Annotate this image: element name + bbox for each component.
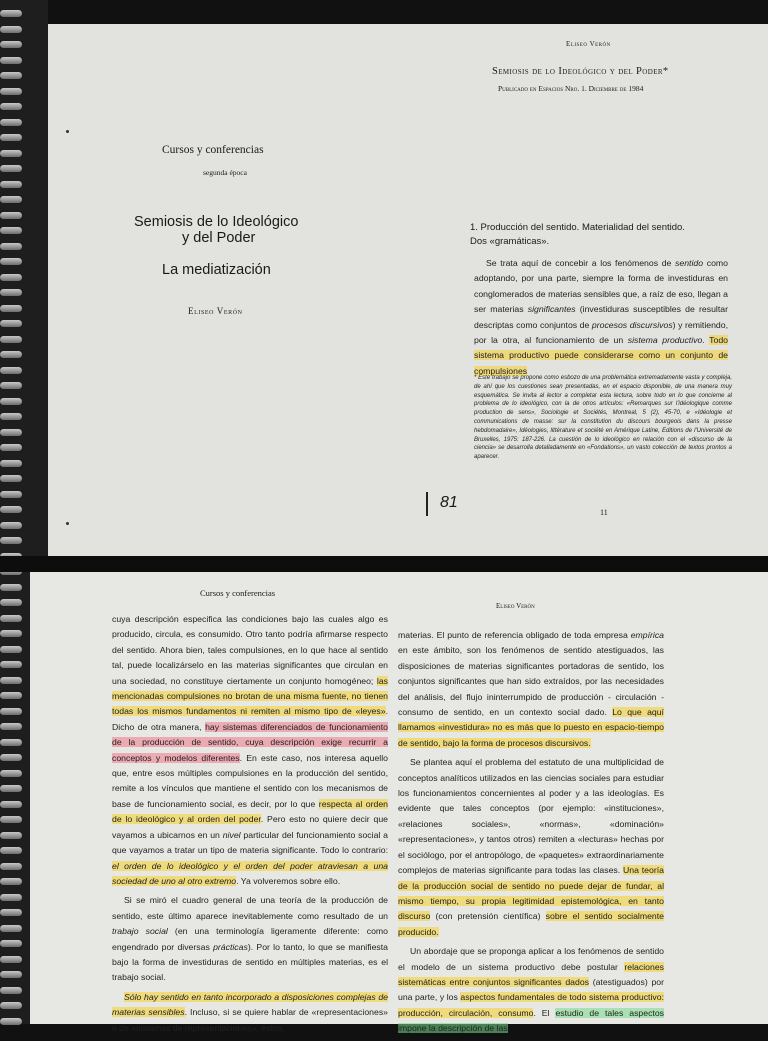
binding-ring — [0, 72, 22, 79]
text-run: ) y remitiendo, por la otra, al funcionamiento de un — [474, 319, 728, 346]
handwritten-page-number: 81 — [440, 494, 458, 511]
binding-ring — [0, 243, 22, 250]
binding-ring — [0, 150, 22, 157]
binding-ring — [0, 692, 22, 699]
page-number: 11 — [600, 508, 608, 517]
highlighted-text: Todo sistema productivo puede considerarse como un conjunto de compulsiones — [474, 335, 729, 376]
binding-ring — [0, 212, 22, 219]
text-run: (en una terminología ligeramente diferente: como engendrado por diversas — [112, 926, 388, 952]
title-line-2: y del Poder — [182, 230, 256, 246]
binding-ring — [0, 429, 22, 436]
scanned-page-bottom — [30, 572, 768, 1034]
scan-speck — [66, 522, 69, 525]
author-name: Eliseo Verón — [188, 306, 243, 316]
binding-ring — [0, 26, 22, 33]
highlighted-text: sobre el sentido socialmente producido. — [398, 911, 664, 937]
text-run-italic: sentido — [675, 258, 704, 268]
highlighted-text: las mencionadas compulsiones no brotan de una misma fuente, no tienen todas los mismos fundamentos ni remiten al mismo tipo de «leyes» — [112, 675, 388, 717]
binding-ring — [0, 103, 22, 110]
binding-ring — [0, 584, 22, 591]
highlighted-text: Una teoría de la producción social de sentido no puede dejar de fundar, al mismo tiempo, su propia legitimidad epistemológica, en tanto discurso — [398, 865, 664, 922]
title-line-1: Semiosis de lo Ideológico — [134, 214, 299, 230]
text-run: (atestiguados) por una parte, y los — [398, 976, 664, 1003]
binding-ring — [0, 909, 22, 916]
running-subtitle: Publicado en Espacios Nro. 1. Diciembre de 1984 — [498, 84, 644, 93]
running-header-right: Eliseo Verón — [496, 602, 535, 610]
text-run: . Pero esto no quiere decir que vayamos a ubicarnos en un — [112, 814, 388, 840]
binding-ring — [0, 413, 22, 420]
text-run: (investiduras susceptibles de resultar descriptas como conjuntos de — [474, 304, 728, 330]
text-run: . Ya volveremos sobre ello. — [236, 875, 341, 886]
binding-ring — [0, 847, 22, 854]
binding-ring — [0, 196, 22, 203]
binding-ring — [0, 460, 22, 467]
text-run: . — [702, 335, 710, 346]
binding-ring — [0, 382, 22, 389]
binding-ring — [0, 475, 22, 482]
binding-ring — [0, 878, 22, 885]
binding-ring — [0, 491, 22, 498]
binding-ring — [0, 739, 22, 746]
binding-ring — [0, 863, 22, 870]
binding-ring — [0, 956, 22, 963]
epoch-label: segunda época — [203, 168, 247, 177]
binding-ring — [0, 1018, 22, 1025]
binding-ring — [0, 770, 22, 777]
section-heading-2: Dos «gramáticas». — [470, 236, 550, 247]
text-run-italic: nivel — [222, 829, 241, 840]
highlighted-text-pink: hay sistemas diferenciados de funcionamiento de la producción de sentido, cuya descripción exige recurrir a conceptos y modelos diferentes — [112, 721, 389, 763]
binding-ring — [0, 615, 22, 622]
text-run-italic: prácticas — [213, 941, 248, 952]
left-column — [112, 612, 388, 1040]
binding-ring — [0, 227, 22, 234]
binding-ring — [0, 367, 22, 374]
binding-ring — [0, 336, 22, 343]
text-run: Un abordaje que se proponga aplicar a los fenómenos de sentido el modelo de un sistema productivo debe postular — [398, 946, 664, 972]
binding-ring — [0, 351, 22, 358]
binding-ring — [0, 88, 22, 95]
binding-ring — [0, 630, 22, 637]
text-run: . Dicho de otra manera, — [112, 706, 388, 732]
highlighted-text: el orden de lo ideológico y el orden del poder atraviesan a una sociedad de uno al otro extremo — [112, 860, 388, 886]
binding-ring — [0, 522, 22, 529]
text-run: Se trata aquí de concebir a los fenómenos de — [486, 258, 676, 268]
footnote-text: * Este trabajo se propone como esbozo de una problemática extremadamente vasta y compleja, de ahí que los cuestiones sean presentadas, en el espacio disponible, de una manera muy esquemática. Se invita al lector a completar esta lectura, sobre todo en lo que concierne al problema de lo ideológico, con la de otros artículos: «Remarques sur l'idéologique comme production de sens», Sociologie et Sociétés, Montreal, 5 (2), 45-70, e «Idéologie et communications de masse: sur la constitution du discours bourgeois dans la presse hebdomadaire», Idéologies, littérature et société en Amérique Latine, Editions de l'Université de Bruxelles, 1975: 187-226. La cuestión de lo ideológico en relación con el «discurso de la ciencia» se desarrolla detalladamente en «Fondations», un vasto colección de textos prontos a aparecer. — [474, 375, 732, 461]
binding-ring — [0, 801, 22, 808]
binding-ring — [0, 289, 22, 296]
binding-ring — [0, 274, 22, 281]
highlighted-text: Sólo hay sentido en tanto incorporado a disposiciones complejas de materias sensibles — [112, 991, 388, 1018]
text-run: (con pretensión científica) — [430, 911, 546, 922]
page-separator — [0, 556, 768, 572]
binding-ring — [0, 57, 22, 64]
right-column — [398, 628, 664, 1041]
binding-ring — [0, 661, 22, 668]
handwritten-mark — [426, 492, 428, 516]
text-run: Si se miró el cuadro general de una teoría de la producción de sentido, este último aparece inevitablemente como resultado de un — [112, 895, 388, 921]
text-run-italic: trabajo social — [112, 926, 168, 937]
binding-ring — [0, 599, 22, 606]
binding-ring — [0, 134, 22, 141]
text-run-italic: empírica — [630, 630, 664, 640]
series-label: Cursos y conferencias — [162, 144, 264, 156]
text-run: . Incluso, si se quiere hablar de «representaciones» o de «sistemas de representaciones», éstos, — [112, 1007, 388, 1033]
text-run-italic: significantes — [527, 304, 576, 315]
running-title: Semiosis de lo Ideológico y del Poder* — [492, 66, 669, 77]
text-run-italic: procesos discursivos — [591, 319, 673, 330]
binding-ring — [0, 305, 22, 312]
binding-ring — [0, 181, 22, 188]
binding-ring — [0, 506, 22, 513]
binding-ring — [0, 165, 22, 172]
binding-ring — [0, 1002, 22, 1009]
binding-ring — [0, 925, 22, 932]
binding-ring — [0, 940, 22, 947]
binding-ring — [0, 320, 22, 327]
text-run: particular del funcionamiento social a que vayamos a tratar un tipo de materia significante. Todo lo contrario: — [112, 829, 388, 856]
binding-ring — [0, 754, 22, 761]
binding-ring — [0, 785, 22, 792]
running-header-left: Cursos y conferencias — [200, 588, 276, 598]
binding-ring — [0, 119, 22, 126]
binding-ring — [0, 987, 22, 994]
binding-ring — [0, 646, 22, 653]
text-run: en este ámbito, son los fenómenos de sentido atestiguados, las disposiciones de materias significantes portadoras de sentido, los conjuntos significantes que han sido extraídos, por las necesidades del análisis, del flujo ininterrumpido de producción - circulación - consumo de sentido, en un contexto social dado. — [398, 645, 664, 718]
binding-ring — [0, 10, 22, 17]
subtitle: La mediatización — [162, 262, 271, 278]
text-run-italic: sistema productivo — [627, 335, 703, 346]
running-author: Eliseo Verón — [566, 40, 611, 48]
highlighted-text: relaciones sistemáticas entre conjuntos significantes dados — [398, 961, 664, 987]
binding-ring — [0, 398, 22, 405]
text-run: . En este caso, nos interesa aquello que, entre esos múltiples compulsiones en la producción del sentido, remite a los vínculos que mantiene el sentido con los mecanismos de base de funcionamiento social, es decir, por lo que — [112, 752, 388, 809]
scan-speck — [66, 130, 69, 133]
binding-ring — [0, 708, 22, 715]
binding-ring — [0, 894, 22, 901]
scanned-page-top — [48, 24, 768, 556]
binding-ring — [0, 444, 22, 451]
binding-ring — [0, 832, 22, 839]
binding-ring — [0, 677, 22, 684]
intro-paragraph — [474, 256, 728, 383]
binding-ring — [0, 723, 22, 730]
highlighted-text: aspectos fundamentales de todo sistema productivo: producción, circulación, consumo — [398, 992, 664, 1018]
highlighted-text: Lo que aquí llamamos «investidura» no es más que lo puesto en espacio-tiempo de sentido, bajo la forma de procesos discursivos. — [398, 707, 664, 748]
text-run: ). Por lo tanto, lo que se manifiesta bajo la forma de investiduras de sentido en múltiples materias, es el trabajo social. — [112, 941, 388, 983]
text-run: Se plantea aquí el problema del estatuto de una multiplicidad de conceptos analíticos utilizados en las ciencias sociales para estudiar los funcionamientos concernientes al poder y a las ideologías. Es evidente que tales conceptos (por ejemplo: «instituciones», «relaciones sociales», «normas», «dominación» «representaciones», y tantos otros) remiten a «lecturas» hechas por el sociólogo, por el antropólogo, de «paquetes» extraordinariamente complejos de materias significante para todas las clases. — [398, 757, 664, 876]
text-run: materias. El punto de referencia obligado de toda empresa — [398, 630, 631, 640]
highlighted-text-green: estudio de tales aspectos impone la descripción de las — [398, 1007, 665, 1034]
binding-ring — [0, 41, 22, 48]
binding-ring — [0, 258, 22, 265]
binding-ring — [0, 816, 22, 823]
text-run: . El — [533, 1007, 556, 1018]
section-heading: 1. Producción del sentido. Materialidad del sentido. — [470, 222, 685, 233]
binding-ring — [0, 537, 22, 544]
binding-ring — [0, 971, 22, 978]
text-run: cuya descripción especifica las condiciones bajo las cuales algo es producido, circula, es consumido. Otro tanto podría afirmarse respecto del sentido. Ahora bien, tales compulsiones, en lo que hace al sentido tal, puede localizárselo en las materias significantes que circulan en una sociedad, no constituye ciertamente un conjunto homogéneo; — [112, 614, 388, 686]
footnote — [474, 374, 732, 466]
text-run: como adoptando, por una parte, siempre la forma de investiduras en conglomerados de materias sensibles que, a raíz de eso, llegan a ser materias — [474, 258, 728, 315]
highlighted-text: respecta al orden de lo ideológico y al orden del poder — [112, 798, 388, 825]
